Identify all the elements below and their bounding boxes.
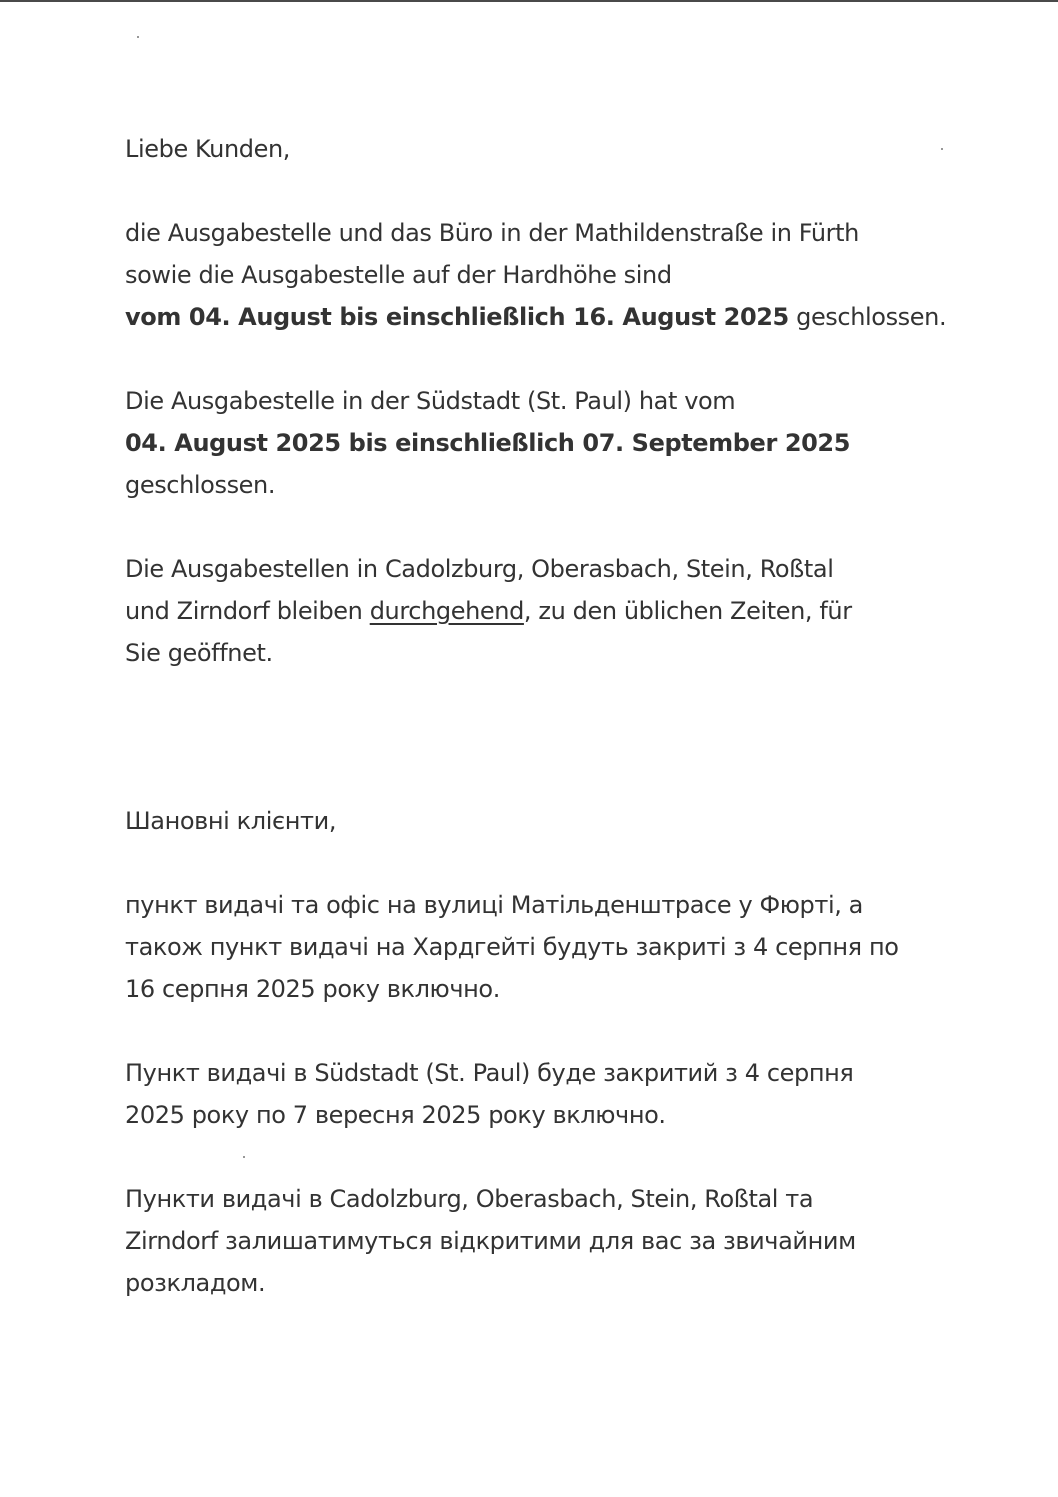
ukrainian-p3-line-3: розкладом. xyxy=(125,1269,266,1297)
german-p3-line-1: Die Ausgabestellen in Cadolzburg, Oberasbach, Stein, Roßtal xyxy=(125,555,834,583)
german-p3-line-3: Sie geöffnet. xyxy=(125,639,273,667)
ukrainian-p2-line-1: Пункт видачі в Südstadt (St. Paul) буде закритий з 4 серпня xyxy=(125,1059,854,1087)
german-paragraph-2 xyxy=(125,380,1025,506)
ukrainian-greeting: Шановні клієнти, xyxy=(125,807,337,835)
notice-letter xyxy=(125,128,1025,1304)
german-p3-line-2-post: , zu den üblichen Zeiten, für xyxy=(523,597,852,625)
german-p2-line-1: Die Ausgabestelle in der Südstadt (St. Paul) hat vom xyxy=(125,387,736,415)
ukrainian-p1-line-1: пункт видачі та офіс на вулиці Матільденштрасе у Фюрті, а xyxy=(125,891,863,919)
scan-speck xyxy=(137,36,139,38)
german-p3-underlined-word: durchgehend xyxy=(369,597,524,625)
german-p3-line-2-pre: und Zirndorf bleiben xyxy=(125,597,370,625)
ukrainian-paragraph-2 xyxy=(125,1052,1025,1136)
ukrainian-paragraph-1 xyxy=(125,884,1025,1010)
german-paragraph-3 xyxy=(125,548,1025,674)
german-p2-closure-dates: 04. August 2025 bis einschließlich 07. September 2025 xyxy=(125,429,851,457)
ukrainian-p1-line-3: 16 серпня 2025 року включно. xyxy=(125,975,500,1003)
german-p2-line-3: geschlossen. xyxy=(125,471,276,499)
ukrainian-p1-line-2: також пункт видачі на Хардгейті будуть закриті з 4 серпня по xyxy=(125,933,899,961)
ukrainian-p3-line-1: Пункти видачі в Cadolzburg, Oberasbach, Stein, Roßtal та xyxy=(125,1185,814,1213)
german-p1-line-2: sowie die Ausgabestelle auf der Hardhöhe sind xyxy=(125,261,672,289)
ukrainian-paragraph-3 xyxy=(125,1178,1025,1304)
german-greeting: Liebe Kunden, xyxy=(125,135,291,163)
german-p1-line-1: die Ausgabestelle und das Büro in der Mathildenstraße in Fürth xyxy=(125,219,859,247)
scan-top-edge xyxy=(0,0,1058,2)
german-paragraph-1 xyxy=(125,212,1025,338)
ukrainian-p2-line-2: 2025 року по 7 вересня 2025 року включно. xyxy=(125,1101,666,1129)
ukrainian-p3-line-2: Zirndorf залишатимуться відкритими для вас за звичайним xyxy=(125,1227,856,1255)
german-p1-line-3-rest: geschlossen. xyxy=(788,303,947,331)
german-p1-closure-dates: vom 04. August bis einschließlich 16. August 2025 xyxy=(125,303,789,331)
